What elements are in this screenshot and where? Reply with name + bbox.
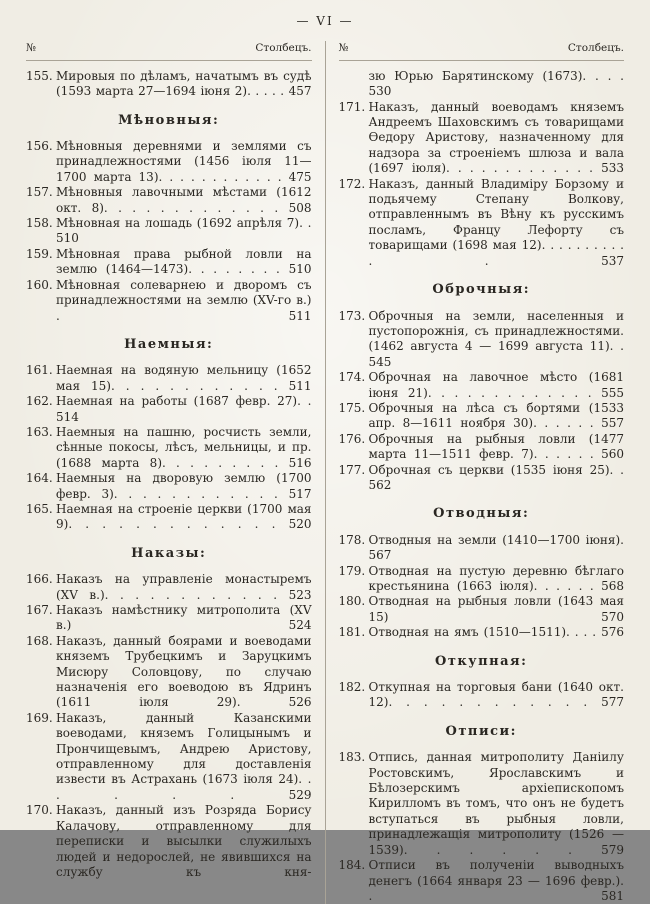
right-column: [326, 41, 625, 904]
entry-text: Отпись, данная митрополиту Даніилу Ростовскимъ, Ярославскимъ и Бѣлозерскимъ архіепископомъ Кирилломъ въ томъ, что онъ не будетъ вступаться въ рыбныя ловли, принадлежащія митрополиту (1526 — 1539). . . . . .: [368, 750, 624, 857]
section-heading: Отводныя:: [433, 506, 530, 522]
right-column-header: [339, 41, 625, 60]
entry-page-number: 520: [288, 517, 312, 532]
entry-number: 160.: [26, 277, 53, 292]
section-heading: Наемныя:: [124, 336, 214, 352]
toc-entry-continuation: [339, 69, 625, 100]
entry-page-number: 570: [601, 609, 624, 624]
entry-number: 175.: [338, 400, 366, 415]
entry-number: 166.: [26, 572, 53, 587]
entry-text: Наемная на работы (1687 февр. 27). .: [56, 394, 312, 409]
toc-entry: [339, 177, 625, 269]
left-column: [26, 41, 325, 904]
number-column-label: №: [338, 42, 349, 55]
toc-entry: [339, 594, 625, 625]
entry-page-number: 517: [288, 486, 312, 501]
entry-number: 156.: [26, 139, 53, 154]
entry-page-number: 511: [288, 308, 312, 323]
entry-text: Мѣновная права рыбной ловли на землю (1464—1473). . . . . . . .: [56, 246, 312, 277]
toc-entry: [339, 533, 625, 564]
entry-page-number: 576: [601, 625, 624, 640]
entry-page-number: 560: [601, 447, 624, 462]
entry-text: Оброчныя на земли, населенныя и пустопорожнія, съ принадлежностями. (1462 августа 4 — 1699 августа 11). .: [368, 308, 624, 354]
entry-text: Оброчныя на рыбныя ловли (1477 марта 11—1511 февр. 7). . . . . .: [368, 431, 624, 462]
entry-page-number: 516: [288, 455, 312, 470]
toc-entry: [339, 625, 625, 640]
entry-number: 157.: [26, 185, 53, 200]
entry-text: Откупная на торговыя бани (1640 окт. 12). . . . . . . . . . . .: [368, 680, 624, 710]
entry-text: Мѣновныя деревнями и землями съ принадлежностями (1456 іюля 11—1700 марта 13). . . . . . . . . . . .: [56, 139, 312, 184]
entry-text: Мѣновныя лавочными мѣстами (1612 окт. 8). . . . . . . . . . . . .: [56, 185, 312, 215]
toc-entry: [339, 100, 625, 177]
toc-entry: [26, 216, 312, 247]
entry-text: Отводныя на земли (1410—1700 іюня).: [368, 532, 624, 547]
entry-page-number: 562: [368, 477, 392, 492]
entry-text: Оброчная на лавочное мѣсто (1681 іюня 21). . . . . . . . . . . . .: [368, 370, 624, 400]
toc-entry: [26, 471, 312, 502]
entry-text: Наказъ намѣстнику митрополита (XV в.): [56, 603, 312, 633]
section-heading: Оброчныя:: [432, 282, 531, 298]
entry-page-number: 577: [601, 695, 624, 710]
entry-number: 184.: [338, 858, 366, 873]
left-column-header: [26, 41, 312, 60]
page-number-header: — VI —: [296, 14, 354, 28]
entry-number: 163.: [26, 424, 53, 439]
entry-text: Наказъ, данный Казанскими воеводами, княземъ Голицынымъ и Прончищевымъ, Андрею Аристову, отправленному для доставленія извести въ Астрахань (1673 іюля 24). . . . . .: [56, 710, 312, 802]
toc-entry: [339, 564, 625, 595]
toc-entry: [26, 425, 312, 471]
entry-text: Наемная на строеніе церкви (1700 мая 9). . . . . . . . . . . . .: [56, 501, 312, 532]
left-column-body: [26, 69, 312, 881]
entry-text: Отписи въ полученіи выводныхъ денегъ (1664 января 23 — 1696 февр.). .: [368, 858, 624, 903]
entry-page-number: 523: [288, 587, 312, 602]
toc-entry: [26, 603, 312, 634]
entry-number: 155.: [26, 68, 53, 83]
entry-page-number: 524: [288, 618, 312, 633]
section-heading: Наказы:: [131, 545, 207, 561]
toc-entry: [26, 572, 312, 603]
entry-number: 172.: [338, 176, 366, 191]
entry-number: 178.: [338, 532, 366, 547]
entry-number: 168.: [26, 633, 53, 648]
entry-page-number: 568: [601, 579, 624, 593]
toc-entry: [26, 247, 312, 278]
entry-number: 181.: [338, 625, 366, 640]
entry-page-number: 475: [288, 169, 312, 184]
entry-number: 183.: [338, 750, 366, 765]
number-column-label: №: [26, 42, 36, 55]
section-heading: Мѣновныя:: [118, 112, 220, 128]
entry-number: 162.: [26, 394, 53, 409]
entry-text: Мѣновная солеварнею и дворомъ съ принадлежностями на землю (XV-го в.) .: [56, 277, 312, 323]
entry-text: Мѣновная на лошадь (1692 апрѣля 7). .: [56, 216, 312, 231]
toc-entry: [26, 278, 312, 324]
entry-number: 179.: [338, 563, 366, 578]
entry-page-number: 457: [288, 84, 312, 99]
entry-number: 167.: [26, 603, 53, 617]
page-column-label: Столбецъ.: [255, 42, 312, 55]
entry-text: Наказъ, данный Владиміру Борзому и подьячему Степану Волкову, отправленнымъ въ Вѣну къ русскимъ посламъ, Францу Лефорту съ товарищами (1698 мая 12). . . . . . . . . . . .: [368, 176, 624, 268]
entry-page-number: 508: [288, 200, 312, 215]
entry-page-number: 555: [601, 385, 624, 400]
toc-entry: [26, 394, 312, 425]
entry-text: Отводная на рыбныя ловли (1643 мая 15): [368, 594, 624, 624]
entry-number: 180.: [338, 594, 366, 609]
toc-entry: [26, 711, 312, 803]
entry-number: 176.: [338, 431, 366, 446]
entry-page-number: 579: [601, 842, 624, 857]
entry-text: Мировыя по дѣламъ, начатымъ въ судѣ (1593 марта 27—1694 іюня 2). . . . .: [56, 68, 312, 99]
entry-number: 161.: [26, 363, 53, 378]
entry-text: зю Юрью Барятинскому (1673). . . .: [368, 68, 624, 83]
toc-entry: [339, 858, 625, 904]
toc-entry: [26, 69, 312, 100]
entry-number: 182.: [338, 680, 366, 695]
entry-page-number: 526: [288, 695, 312, 710]
entry-number: 159.: [26, 246, 53, 261]
entry-number: 174.: [338, 370, 366, 385]
toc-entry: [339, 432, 625, 463]
entry-number: 169.: [26, 710, 53, 725]
entry-number: 173.: [338, 308, 366, 323]
toc-entry: [26, 502, 312, 533]
toc-entry: [339, 401, 625, 432]
entry-text: Наказъ, данный воеводамъ княземъ Андреемъ Шаховскимъ съ товарищами Ѳедору Аристову, назначенному для надзора за строеніемъ шлюза и вала (1697 іюля). . . . . . . . . . . . .: [368, 99, 624, 176]
entry-page-number: 545: [368, 354, 392, 369]
entry-page-number: 537: [601, 253, 624, 268]
toc-entry: [339, 463, 625, 494]
entry-page-number: 581: [601, 888, 624, 903]
entry-text: Оброчная съ церкви (1535 іюня 25). .: [368, 462, 624, 477]
toc-entry: [339, 750, 625, 858]
entry-page-number: 530: [368, 84, 392, 99]
two-column-layout: [26, 41, 624, 904]
toc-entry: [339, 680, 625, 711]
entry-page-number: 567: [368, 548, 392, 563]
toc-entry: [26, 185, 312, 216]
right-column-body: [339, 69, 625, 904]
entry-text: Отводная на пустую деревню бѣглаго крестьянина (1663 іюля). . . . . .: [368, 563, 624, 593]
entry-text: Наказъ, данный боярами и воеводами княземъ Трубецкимъ и Заруцкимъ Мисюру Соловцову, по случаю назначенія его воеводою въ Ядринъ (1611 іюля 29).: [56, 633, 312, 710]
entry-number: 164.: [26, 471, 53, 486]
toc-entry: [26, 634, 312, 711]
entry-page-number: 557: [601, 416, 624, 431]
entry-text: Оброчныя на лѣса съ бортями (1533 апр. 8—1611 ноября 30). . . . . .: [368, 400, 624, 431]
entry-page-number: 511: [288, 378, 312, 393]
entry-number: 170.: [26, 803, 53, 818]
toc-entry: [26, 363, 312, 394]
entry-number: 158.: [26, 216, 53, 231]
page-column-label: Столбецъ.: [567, 42, 624, 55]
section-heading: Откупная:: [435, 653, 528, 669]
entry-page-number: 529: [288, 787, 312, 802]
entry-text: Наказъ на управленіе монастыремъ (XV в.). . . . . . . . . . . .: [56, 572, 312, 602]
entry-number: 165.: [26, 501, 53, 516]
entry-page-number: 533: [601, 161, 624, 176]
entry-text: Наемная на водяную мельницу (1652 мая 15). . . . . . . . . . . .: [56, 363, 312, 393]
entry-text: Наказъ, данный изъ Розряда Борису Калачову, отправленному для переписки и высылки служилыхъ людей и недорослей, не явившихся на службу къ кня-: [56, 803, 312, 879]
toc-entry: [26, 139, 312, 185]
entry-text: Наемныя на дворовую землю (1700 февр. 3). . . . . . . . . . . .: [56, 471, 312, 501]
entry-text: Отводная на ямъ (1510—1511). . . .: [368, 625, 597, 640]
section-heading: Отписи:: [445, 723, 517, 739]
entry-number: 177.: [338, 462, 366, 477]
entry-page-number: 514: [56, 409, 79, 424]
toc-entry: [339, 309, 625, 371]
toc-entry: [339, 370, 625, 401]
entry-page-number: 510: [288, 262, 312, 277]
entry-number: 171.: [338, 99, 366, 114]
entry-text: Наемныя на пашню, росчисть земли, сѣнные покосы, лѣсъ, мельницы, и пр. (1688 марта 8). . . . . . . . .: [56, 424, 312, 470]
toc-entry: [26, 803, 312, 880]
entry-page-number: 510: [56, 231, 79, 246]
